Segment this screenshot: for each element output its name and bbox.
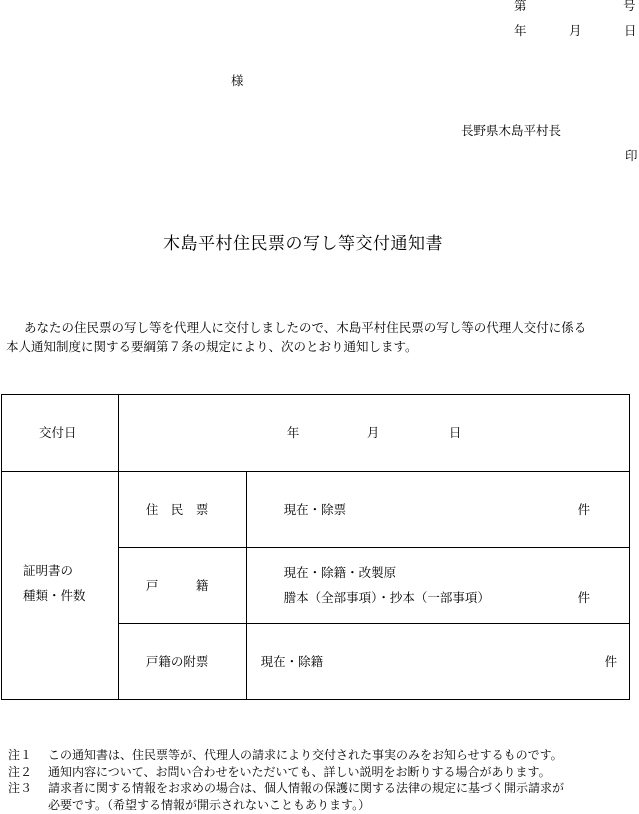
koseki-detail-line1: 現在・除籍・改製原 bbox=[283, 565, 397, 580]
koseki-detail-cell bbox=[246, 548, 629, 624]
juminhyo-count-unit: 件 bbox=[577, 502, 591, 517]
juminhyo-type: 住 民 票 bbox=[145, 502, 209, 517]
note-3-text bbox=[48, 780, 638, 813]
fuhyo-detail-cell bbox=[246, 624, 629, 700]
issue-date-label: 交付日 bbox=[39, 425, 77, 440]
certificate-table bbox=[1, 394, 630, 700]
note-1 bbox=[8, 747, 638, 764]
note-1-label: 注１ bbox=[8, 748, 33, 762]
fuhyo-type: 戸籍の附票 bbox=[145, 654, 209, 669]
fuhyo-count-unit: 件 bbox=[604, 654, 618, 669]
note-2-text: 通知内容について、お問い合わせをいただいても、詳しい説明をお断りする場合があります。 bbox=[48, 764, 551, 779]
cert-row-juminhyo bbox=[2, 472, 630, 548]
note-2 bbox=[8, 764, 638, 781]
issue-date-year: 年 bbox=[286, 425, 300, 440]
koseki-count-unit: 件 bbox=[577, 590, 591, 605]
issue-date-month: 月 bbox=[366, 425, 380, 440]
intro-line-1: あなたの住民票の写し等を代理人に交付しましたので、木島平村住民票の写し等の代理人交付に係る bbox=[24, 320, 587, 335]
juminhyo-detail: 現在・除票 bbox=[283, 502, 347, 517]
fuhyo-detail: 現在・除籍 bbox=[260, 654, 324, 669]
note-3-label: 注３ bbox=[8, 781, 33, 795]
juminhyo-detail-cell bbox=[246, 472, 629, 548]
note-3-line-2: 必要です。（希望する情報が開示されないこともあります。） bbox=[48, 797, 371, 812]
issuer-name: 長野県木島平村長 bbox=[461, 123, 562, 138]
koseki-type-cell bbox=[118, 548, 246, 624]
addressee-sama: 様 bbox=[231, 73, 244, 88]
note-1-text: この通知書は、住民票等が、代理人の請求により交付された事実のみをお知らせするものです。 bbox=[48, 748, 563, 762]
number-go-label: 号 bbox=[623, 0, 636, 13]
koseki-detail-line2: 謄本（全部事項）・抄本（一部事項） bbox=[283, 590, 490, 605]
document-title: 木島平村住民票の写し等交付通知書 bbox=[163, 234, 443, 254]
issue-date-day: 日 bbox=[448, 425, 462, 440]
note-2-label: 注２ bbox=[8, 764, 33, 779]
date-year-label: 年 bbox=[514, 23, 527, 38]
number-dai-label: 第 bbox=[514, 0, 527, 13]
seal-mark: 印 bbox=[625, 148, 638, 163]
cert-label-line2: 種類・件数 bbox=[23, 588, 86, 603]
notes-section bbox=[8, 747, 638, 813]
koseki-type: 戸 籍 bbox=[145, 578, 209, 593]
intro-line-2: 本人通知制度に関する要綱第７条の規定により、次のとおり通知します。 bbox=[6, 339, 418, 354]
issue-date-value-cell bbox=[118, 395, 629, 472]
issue-date-label-cell bbox=[2, 395, 119, 472]
issue-date-row bbox=[2, 395, 630, 472]
cert-label-line1: 証明書の bbox=[23, 563, 74, 578]
date-day-label: 日 bbox=[624, 23, 637, 38]
fuhyo-type-cell bbox=[118, 624, 246, 700]
note-3 bbox=[8, 780, 638, 813]
date-month-label: 月 bbox=[569, 23, 582, 38]
juminhyo-type-cell bbox=[118, 472, 246, 548]
intro-paragraph bbox=[6, 318, 636, 356]
note-3-line-1: 請求者に関する情報をお求めの場合は、個人情報の保護に関する法律の規定に基づく開示請求が bbox=[48, 781, 565, 795]
cert-type-label-cell bbox=[2, 472, 119, 700]
